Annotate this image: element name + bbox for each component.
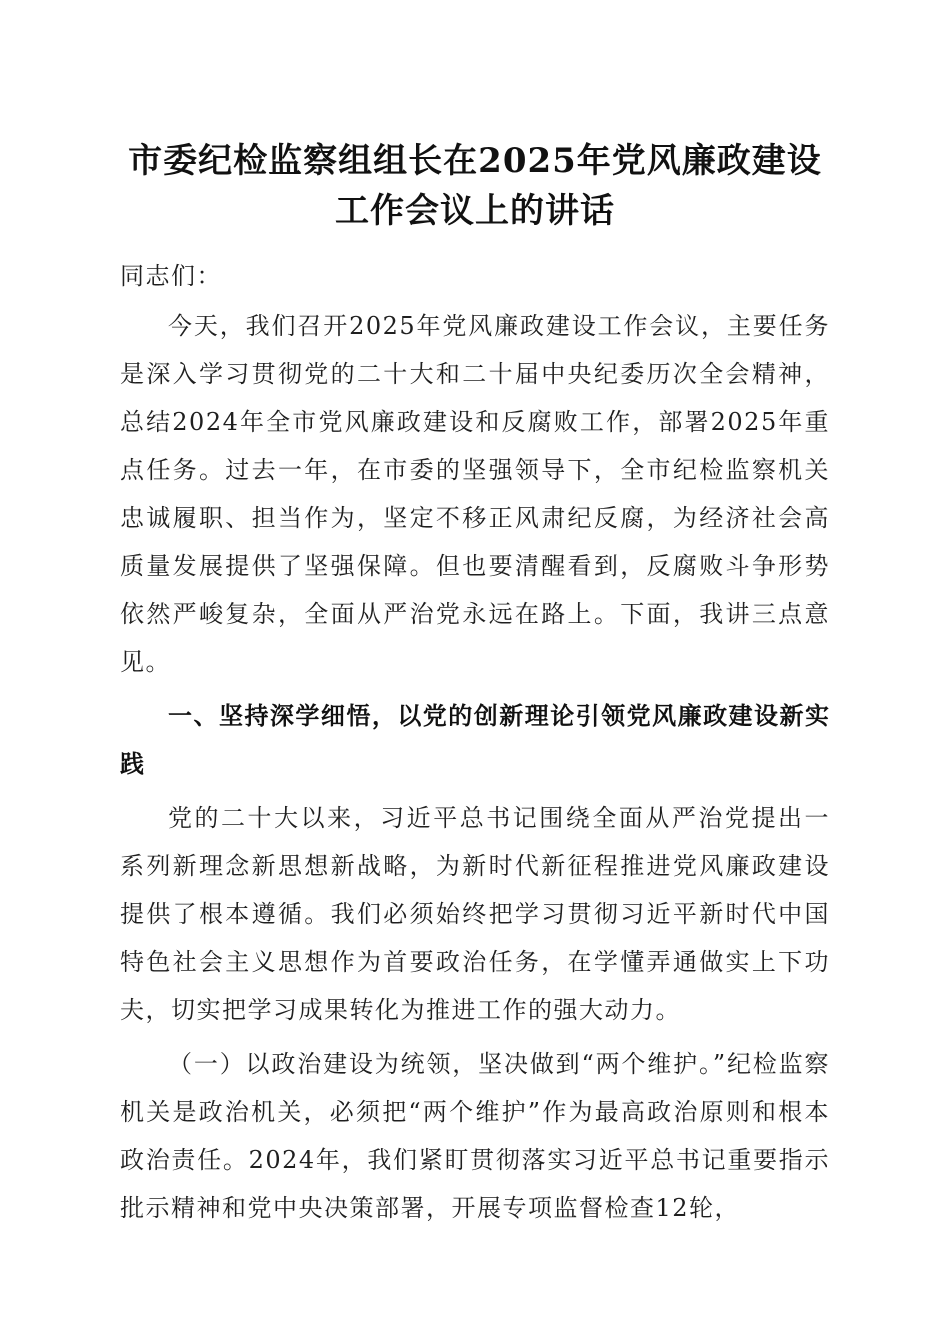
section-1-paragraph: 党的二十大以来，习近平总书记围绕全面从严治党提出一系列新理念新思想新战略，为新时代新征程推进党风廉政建设提供了根本遵循。我们必须始终把学习贯彻习近平新时代中国特色社会主义思想作为首要政治任务，在学懂弄通做实上下功夫，切实把学习成果转化为推进工作的强大动力。 (120, 804, 830, 1024)
document-body (120, 252, 830, 1232)
section-heading-1: 一、坚持深学细悟，以党的创新理论引领党风廉政建设新实践 (120, 702, 830, 778)
title-line-1: 市委纪检监察组组长在2025年党风廉政建设 (128, 141, 822, 181)
document-title (100, 136, 850, 236)
subsection-1-paragraph: （一）以政治建设为统领，坚决做到“两个维护。”纪检监察机关是政治机关，必须把“两个维护”作为最高政治原则和根本政治责任。2024年，我们紧盯贯彻落实习近平总书记重要指示批示精神和党中央决策部署，开展专项监督检查12轮， (120, 1050, 830, 1222)
title-line-2: 工作会议上的讲话 (335, 191, 615, 231)
intro-paragraph: 今天，我们召开2025年党风廉政建设工作会议，主要任务是深入学习贯彻党的二十大和二十届中央纪委历次全会精神，总结2024年全市党风廉政建设和反腐败工作，部署2025年重点任务。过去一年，在市委的坚强领导下，全市纪检监察机关忠诚履职、担当作为，坚定不移正风肃纪反腐，为经济社会高质量发展提供了坚强保障。但也要清醒看到，反腐败斗争形势依然严峻复杂，全面从严治党永远在路上。下面，我讲三点意见。 (120, 312, 830, 676)
salutation: 同志们： (120, 262, 222, 290)
